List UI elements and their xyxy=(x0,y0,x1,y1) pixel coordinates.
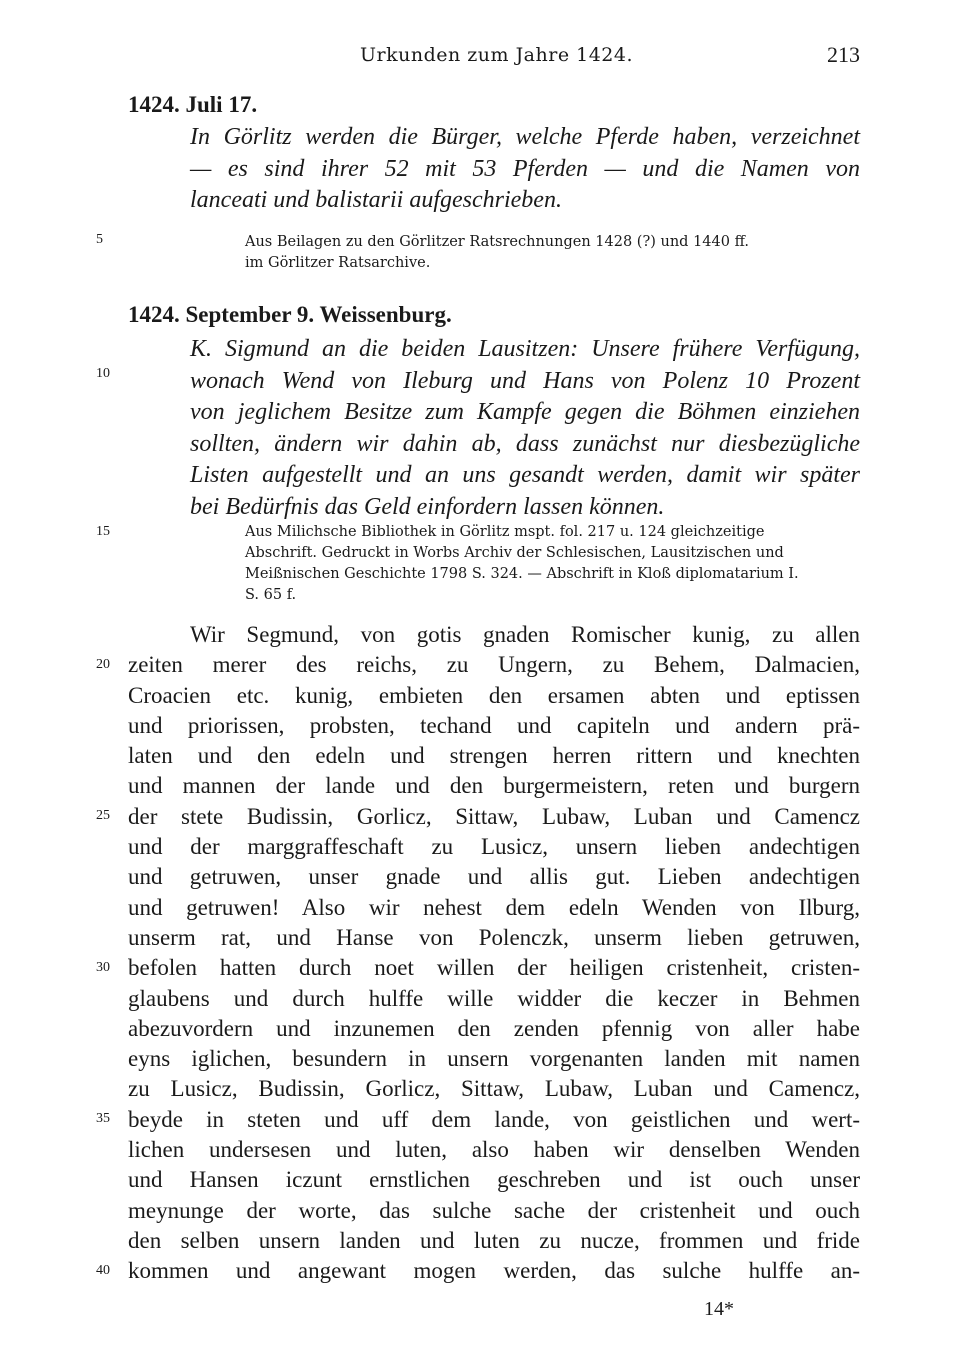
summary-line: wonach Wend von Ileburg und Hans von Polenz 10 Prozent xyxy=(190,367,860,394)
running-title: Urkunden zum Jahre 1424. xyxy=(360,44,634,66)
entry-summary xyxy=(190,334,860,523)
body-line: glaubens und durch hulffe wille widder die keczer in Behmen xyxy=(128,985,860,1011)
summary-line: bei Bedürfnis das Geld einfordern lassen können. xyxy=(190,493,665,520)
margin-line-number: 25 xyxy=(96,808,110,823)
summary-line: In Görlitz werden die Bürger, welche Pferde haben, verzeichnet xyxy=(190,124,860,150)
body-line: eyns iglichen, besundern in unsern vorgenanten landen mit namen xyxy=(128,1046,860,1072)
body-line: befolen hatten durch noet willen der heiligen cristenheit, cristen- xyxy=(128,955,860,981)
body-line: und getruwen, unser gnade und allis gut. Lieben andechtigen xyxy=(128,864,860,890)
body-line: abezuvordern und inzunemen den zenden pfennig von aller habe xyxy=(128,1015,860,1041)
body-line: meynunge der worte, das sulche sache der cristenheit und ouch xyxy=(128,1197,860,1223)
source-note xyxy=(245,232,865,274)
margin-line-number: 5 xyxy=(96,232,103,247)
sheet-signature: 14* xyxy=(704,1298,734,1320)
document-body xyxy=(128,620,860,1287)
body-line: Croacien etc. kunig, embieten den ersamen abten und eptissen xyxy=(128,682,860,708)
source-line: S. 65 f. xyxy=(245,587,297,603)
source-line: Aus Beilagen zu den Görlitzer Ratsrechnungen 1428 (?) und 1440 ff. xyxy=(245,234,749,250)
body-line: zu Lusicz, Budissin, Gorlicz, Sittaw, Lubaw, Luban und Camencz, xyxy=(128,1076,860,1102)
source-line: Abschrift. Gedruckt in Worbs Archiv der Schlesischen, Lausitzischen und xyxy=(245,545,784,561)
body-line: und der marggraffeschaft zu Lusicz, unsern lieben andechtigen xyxy=(128,834,860,860)
margin-line-number: 10 xyxy=(96,366,110,381)
source-line: im Görlitzer Ratsarchive. xyxy=(245,255,431,271)
page-number: 213 xyxy=(827,42,860,67)
body-line: kommen und angewant mogen werden, das sulche hulffe an- xyxy=(128,1258,860,1284)
summary-line: sollten, ändern wir dahin ab, dass zunächst nur diesbezügliche xyxy=(190,430,860,457)
margin-line-number: 40 xyxy=(96,1263,110,1278)
source-line: Meißnischen Geschichte 1798 S. 324. — Abschrift in Kloß diplomatarium I. xyxy=(245,566,799,582)
summary-line: Listen aufgestellt und an uns gesandt werden, damit wir später xyxy=(190,462,860,488)
body-line: den selben unsern landen und luten zu nucze, frommen und fride xyxy=(128,1227,860,1253)
body-line: laten und den edeln und strengen herren rittern und knechten xyxy=(128,743,860,769)
body-line: und priorissen, probsten, techand und capiteln und andern prä- xyxy=(128,712,860,738)
entry-date-heading: 1424. September 9. Weissenburg. xyxy=(128,302,452,327)
margin-line-number: 30 xyxy=(96,960,110,975)
margin-line-number: 20 xyxy=(96,657,110,672)
body-line: und getruwen! Also wir nehest dem edeln Wenden von Ilburg, xyxy=(128,894,860,920)
margin-line-number: 15 xyxy=(96,524,110,539)
body-line: zeiten merer des reichs, zu Ungern, zu Behem, Dalmacien, xyxy=(128,652,860,678)
margin-line-number: 35 xyxy=(96,1111,110,1126)
body-line: und Hansen iczunt ernstlichen geschreben und ist ouch unser xyxy=(128,1167,860,1193)
source-line: Aus Milichsche Bibliothek in Görlitz mspt. fol. 217 u. 124 gleichzeitige xyxy=(245,524,765,540)
entry-summary xyxy=(190,122,860,217)
body-line: und mannen der lande und den burgermeistern, reten und burgern xyxy=(128,773,860,799)
page-header xyxy=(0,44,960,74)
body-line: unserm rat, und Hanse von Polenczk, unserm lieben getruwen, xyxy=(128,924,860,950)
summary-line: — es sind ihrer 52 mit 53 Pferden — und die Namen von xyxy=(190,155,860,182)
body-line: beyde in steten und uff dem lande, von geistlichen und wert- xyxy=(128,1106,860,1132)
source-note xyxy=(245,522,865,606)
summary-line: von jeglichem Besitze zum Kampfe gegen die Böhmen einziehen xyxy=(190,399,860,425)
summary-line: K. Sigmund an die beiden Lausitzen: Unsere frühere Verfügung, xyxy=(190,336,860,362)
body-line: lichen undersesen und luten, also haben wir denselben Wenden xyxy=(128,1137,860,1163)
body-line: der stete Budissin, Gorlicz, Sittaw, Lubaw, Luban und Camencz xyxy=(128,803,860,829)
entry-date-heading: 1424. Juli 17. xyxy=(128,92,258,117)
body-line: Wir Segmund, von gotis gnaden Romischer kunig, zu allen xyxy=(190,622,860,647)
summary-line: lanceati und balistarii aufgeschrieben. xyxy=(190,187,562,213)
